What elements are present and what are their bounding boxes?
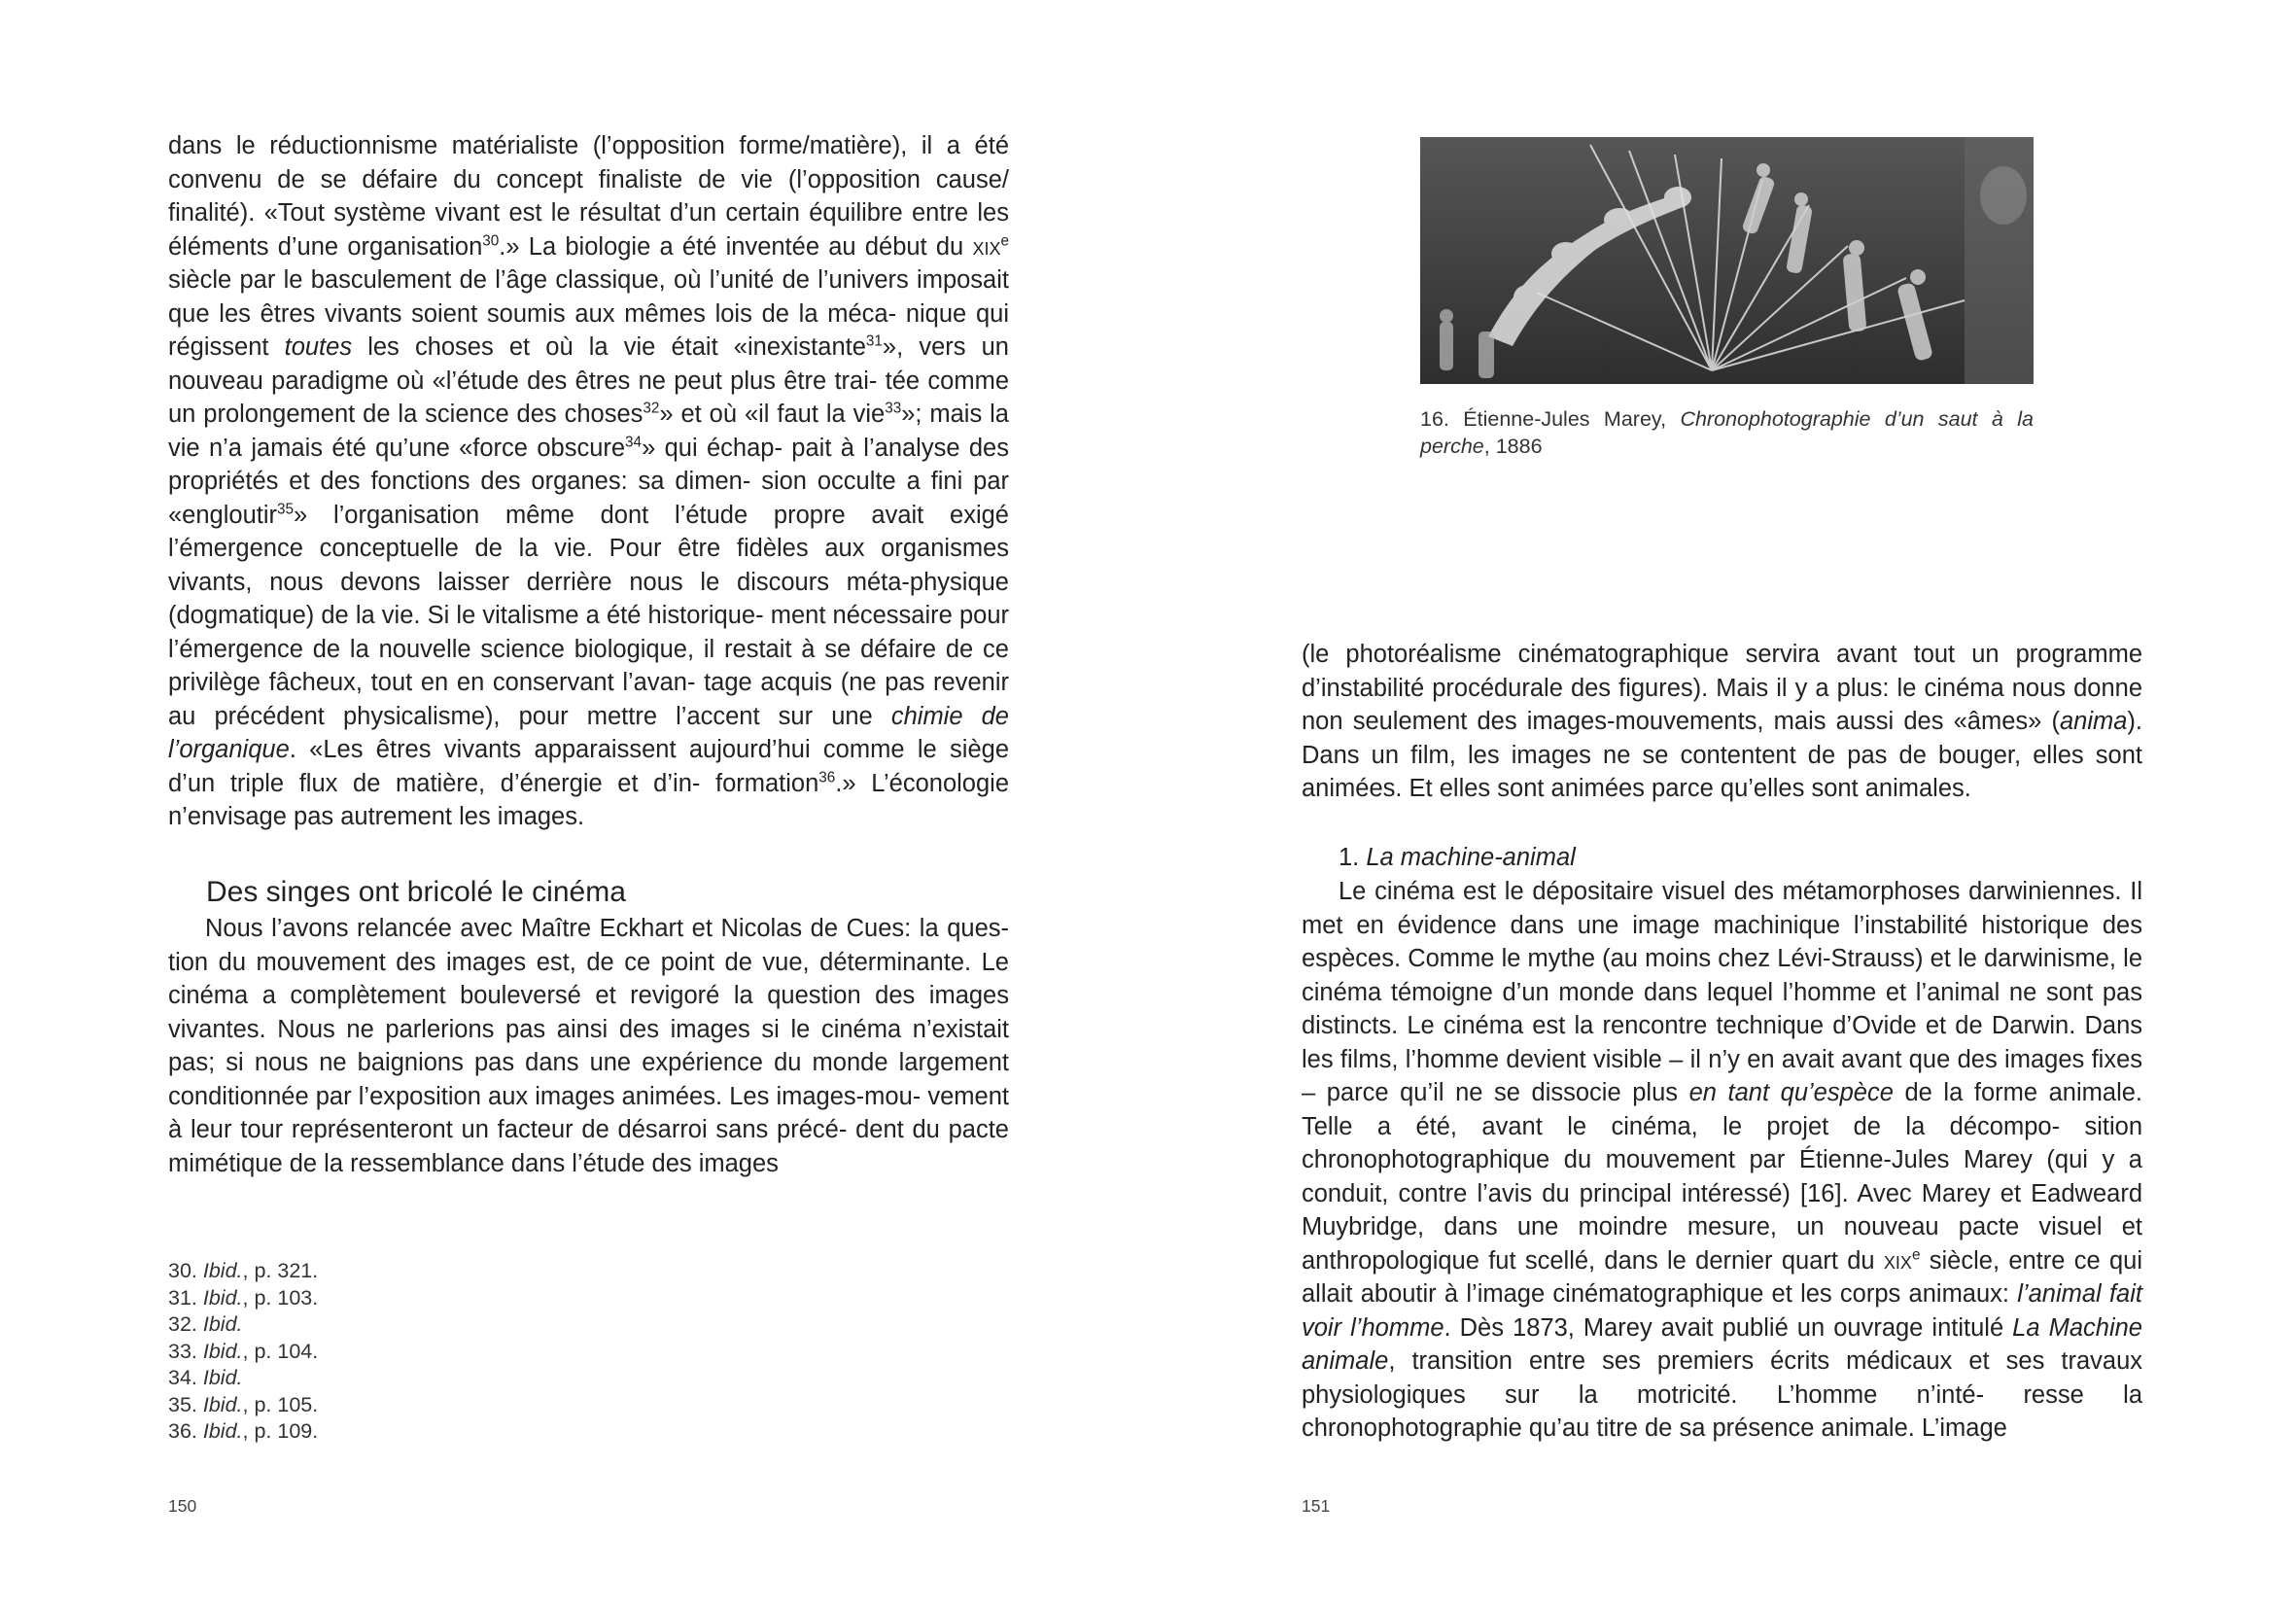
subsection-title xyxy=(1339,841,1576,875)
page-number: 151 xyxy=(1302,1496,1331,1516)
footnote-number: 33. xyxy=(168,1339,197,1363)
footnote-page: , p. 103. xyxy=(242,1285,319,1310)
footnote-number: 34. xyxy=(168,1366,197,1389)
text-run: dans le réductionnisme matérialiste (l’opposition forme/matière), il a été convenu de se défaire du concept finaliste de vie (l’opposition cause/ finalité). «Tout système vivant est le résultat d’un certain équilibre entre les éléments d’une organisation xyxy=(168,132,1009,261)
footnotes xyxy=(168,1258,318,1446)
footnote-number: 30. xyxy=(168,1259,197,1282)
emphasis: La Machine animale xyxy=(1302,1313,2142,1375)
footnote-number: 31. xyxy=(168,1285,197,1310)
figure-reference: [16] xyxy=(1800,1179,1842,1207)
chronophotograph-figure xyxy=(1420,137,2034,384)
pole-vault-photo-illustration xyxy=(1420,137,2034,384)
emphasis: toutes xyxy=(284,333,353,361)
footnote xyxy=(168,1365,318,1392)
footnote-number: 32. xyxy=(168,1312,197,1336)
emphasis: en tant qu’espèce xyxy=(1688,1079,1894,1106)
footnote-number: 36. xyxy=(168,1419,197,1443)
subsection-label: La machine-animal xyxy=(1366,844,1576,871)
ordinal-suffix: e xyxy=(1911,1246,1921,1263)
footnote xyxy=(168,1258,318,1285)
century-numeral: xix xyxy=(1883,1246,1912,1275)
century-numeral: xix xyxy=(972,232,1001,261)
footnote-page: , p. 109. xyxy=(242,1419,319,1443)
figure-caption xyxy=(1420,406,2034,460)
footnote-page: , p. 105. xyxy=(242,1392,319,1416)
footnote-ref: 33 xyxy=(885,400,902,417)
text-run: de la forme animale. Telle a été, avant le cinéma, le projet de la décompo- sition chronophotographique du mouvement par Étienne-Jules Marey (qui y a conduit, contre l’avis du principal intéressé) xyxy=(1302,1079,2142,1207)
body-paragraph xyxy=(168,912,1009,1180)
text-run: . Avec Marey et Eadweard Muybridge, dans une moindre mesure, un nouveau pacte visuel et anthropologique fut scellé, dans le dernier quart du xyxy=(1302,1179,2143,1275)
text-run: » qui échap- pait à l’analyse des propriétés et des fonctions des organes: sa dimen- sion occulte a fini par «engloutir xyxy=(168,434,1009,529)
footnote-ibid: Ibid. xyxy=(202,1259,243,1282)
body-paragraph xyxy=(1302,638,2142,806)
text-run: siècle, entre ce qui allait aboutir à l’image cinématographique et les corps animaux: xyxy=(1302,1246,2142,1308)
ordinal-suffix: e xyxy=(1000,232,1009,249)
caption-year: , 1886 xyxy=(1483,434,1543,458)
footnote-ibid: Ibid. xyxy=(202,1419,243,1443)
text-run: » et où «il faut la vie xyxy=(659,401,886,428)
footnote-ref: 31 xyxy=(865,332,883,350)
section-title: Des singes ont bricolé le cinéma xyxy=(206,876,626,908)
footnote-ref: 36 xyxy=(818,769,836,786)
text-run: »; mais la vie n’a jamais été qu’une «force obscure xyxy=(168,401,1009,462)
footnote-page: , p. 321. xyxy=(242,1259,319,1282)
caption-lead: 16. Étienne-Jules Marey, xyxy=(1420,407,1681,431)
footnote-ibid: Ibid. xyxy=(202,1312,243,1336)
footnote xyxy=(168,1311,318,1339)
text-run: », vers un nouveau paradigme où «l’étude des êtres ne peut plus être trai- tée comme un prolongement de la science des choses xyxy=(168,333,1009,428)
text-run: siècle par le basculement de l’âge classique, où l’unité de l’univers imposait que les êtres vivants soient soumis aux mêmes lois de la méca- nique qui régissent xyxy=(168,266,1009,361)
text-run: (le photoréalisme cinématographique servira avant tout un programme d’instabilité procédurale des figures). Mais il y a plus: le cinéma nous donne non seulement des images-mouvements, mais aussi des «âmes» ( xyxy=(1302,641,2142,735)
footnote-ibid: Ibid. xyxy=(202,1366,243,1389)
footnote-ref: 30 xyxy=(482,232,500,249)
text-run: .» L’éconologie n’envisage pas autrement les images. xyxy=(168,769,1009,830)
emphasis: l’animal fait voir l’homme xyxy=(1302,1280,2142,1342)
footnote-ref: 34 xyxy=(625,434,643,450)
emphasis: chimie de l’organique xyxy=(168,702,1009,763)
footnote-ibid: Ibid. xyxy=(202,1392,243,1416)
footnote-number: 35. xyxy=(168,1392,197,1416)
footnote xyxy=(168,1339,318,1366)
footnote-ibid: Ibid. xyxy=(202,1339,243,1363)
footnote-ref: 35 xyxy=(277,501,295,517)
caption-work-title: Chronophotographie d’un saut à la perche xyxy=(1420,407,2034,458)
emphasis: anima xyxy=(2059,708,2128,735)
footnote-ibid: Ibid. xyxy=(202,1285,243,1310)
right-page xyxy=(1148,0,2296,1607)
text-run: » l’organisation même dont l’étude propre avait exigé l’émergence conceptuelle de la vie. Pour être fidèles aux organismes vivants, nous devons laisser derrière nous le discours méta-physique (dogmatique) de la vie. Si le vitalisme a été historique- ment nécessaire pour l’émergence de la nouvelle science biologique, il restait à se défaire de ce privilège fâcheux, tout en en conservant l’avan- tage acquis (ne pas revenir au précédent physicalisme), pour mettre l’accent sur une xyxy=(168,501,1009,730)
paragraph-text: Nous l’avons relancée avec Maître Eckhart et Nicolas de Cues: la ques- tion du mouvement des images est, de ce point de vue, déterminante. Le cinéma a complètement bouleversé et revigoré la question des images vivantes. Nous ne parlerions pas ainsi des images si le cinéma n’existait pas; si nous ne baignions pas dans une expérience du monde largement conditionnée par l’exposition aux images animées. Les images-mou- vement à leur tour représenteront un facteur de désarroi sans précé- dent du pacte mimétique de la ressemblance dans l’étude des images xyxy=(168,915,1009,1177)
footnote-page: , p. 104. xyxy=(242,1339,319,1363)
text-run: ). Dans un film, les images ne se contentent de pas de bouger, elles sont animées. Et elles sont animées parce qu’elles sont animales. xyxy=(1302,708,2142,802)
body-paragraph xyxy=(1302,875,2142,1446)
footnote xyxy=(168,1285,318,1312)
text-run: . «Les êtres vivants apparaissent aujourd’hui comme le siège d’un triple flux de matière, d’énergie et d’in- formation xyxy=(168,736,1009,797)
text-run: les choses et où la vie était «inexistante xyxy=(352,333,866,361)
footnote xyxy=(168,1418,318,1446)
subsection-number: 1. xyxy=(1339,844,1367,871)
page-number: 150 xyxy=(168,1496,197,1516)
text-run: Le cinéma est le dépositaire visuel des métamorphoses darwiniennes. Il met en évidence dans une image machinique l’instabilité historique des espèces. Comme le mythe (au moins chez Lévi-Strauss) et le darwinisme, le cinéma témoigne d’un monde dans lequel l’homme et l’animal ne sont pas distincts. Le cinéma est la rencontre technique d’Ovide et de Darwin. Dans les films, l’homme devient visible – il n’y en avait avant que des images fixes – parce qu’il ne se dissocie plus xyxy=(1302,878,2142,1106)
text-run: . Dès 1873, Marey avait publié un ouvrage intitulé xyxy=(1444,1313,2013,1342)
body-paragraph xyxy=(168,129,1009,834)
text-run: .» La biologie a été inventée au début du xyxy=(499,232,973,261)
footnote-ref: 32 xyxy=(643,400,660,417)
text-run: , transition entre ses premiers écrits médicaux et ses travaux physiologiques sur la motricité. L’homme n’inté- resse la chronophotographie qu’au titre de sa présence animale. L’image xyxy=(1302,1347,2142,1442)
footnote xyxy=(168,1392,318,1419)
